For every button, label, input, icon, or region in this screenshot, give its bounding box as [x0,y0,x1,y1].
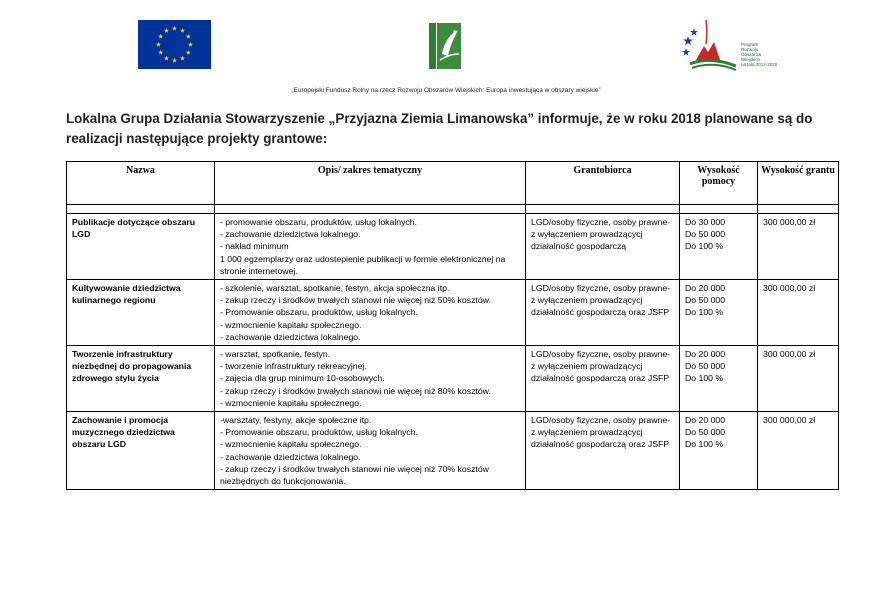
project-beneficiary: LGD/osoby fizyczne, osoby prawne- z wyłączeniem prowadzącycj działalność gospodarczą [526,214,680,280]
aid-line: Do 20 000 [685,349,726,360]
description-line: - warsztat, spotkanie, festyn. [220,349,331,360]
description-line: - zakup rzeczy i środków trwałych stanowi nie więcej niż 80% kosztów. [220,385,491,396]
header-name: Nazwa [67,162,215,205]
description-line: - wzmocnienie kapitału społecznego. [220,439,362,450]
spacer-cell [67,205,215,214]
prow-text-line: Program [741,42,759,47]
project-description [215,412,526,490]
description-line: - Promowanie obszaru, produktów, usług lokalnych. [220,427,418,438]
project-aid [680,412,758,490]
project-aid [680,214,758,280]
description-line: 1 000 egzemplarzy oraz udostepienie publikacji w formie elektronicznej na stronie internetowej. [220,253,506,276]
project-description [215,214,526,280]
grant-projects-table [66,161,839,490]
logo-bar [0,18,892,78]
page-headline: Lokalna Grupa Działania Stowarzyszenie „Przyjazna Ziemia Limanowska” informuje, że w roku 2018 planowane są do realizacji następujące projekty grantowe: [66,111,813,146]
aid-line: Do 100 % [685,373,724,384]
eu-fund-caption: „Europejski Fundusz Rolny na rzecz Rozwoju Obszarów Wiejskich: Europa inwestująca w obszary wiejskie” [291,87,601,94]
spacer-cell [680,205,758,214]
project-grant: 300 000,00 zł [758,412,839,490]
header-grant-amount: Wysokość grantu [758,162,839,205]
prow-text-line: Obszarów [741,52,762,57]
description-line: - wzmocnienie kapitału społecznego. [220,319,362,330]
project-name: Publikacje dotyczące obszaru LGD [67,214,215,280]
leader-logo [428,20,462,72]
aid-line: Do 20 000 [685,415,726,426]
prow-text-line: Rozwoju [741,47,759,52]
prow-text-line: Wiejskich [741,57,761,62]
project-grant: 300 000,00 zł [758,214,839,280]
table-row [67,346,839,412]
eu-star-icon [188,42,193,47]
prow-logo-text [741,42,777,67]
eu-star-icon [172,26,177,31]
eu-star-icon [186,34,191,39]
project-aid [680,346,758,412]
header-aid-level: Wysokość pomocy [680,162,758,205]
description-line: - zajęcia dla grup minimum 10-osobowych. [220,373,385,384]
description-line: - zachowanie dziedzictwa lokalnego. [220,331,361,342]
project-beneficiary: LGD/osoby fizyczne, osoby prawne- z wyłączeniem prowadzącycj działalność gospodarczą oraz JSFP [526,412,680,490]
eu-star-icon [156,42,161,47]
description-line: - szkolenie, warsztat, spotkanie, festyn, akcja społeczna itp. [220,283,450,294]
aid-line: Do 50 000 [685,295,726,306]
description-line: - zakup rzeczy i środków trwałych stanowi nie więcej niż 50% kosztów. [220,295,491,306]
prow-text-line: na lata 2014-2020 [741,62,778,67]
project-name: Kultywowanie dziedzictwa kulinarnego regionu [67,280,215,346]
description-line: - zakup rzeczy i środków trwałych stanowi nie więcej niż 70% kosztów niezbędnych do funkcjonowania. [220,463,489,487]
description-line: - zachowanie dziedzictwa lokalnego. [220,451,361,462]
eu-flag-icon [138,20,211,69]
description-line: -warsztaty, festyny, akcje społeczne itp. [220,415,372,426]
eu-star-icon [180,56,185,61]
eu-star-icon [158,50,163,55]
project-grant: 300 000,00 zł [758,280,839,346]
description-line: - Promowanie obszaru, produktów, usług lokalnych. [220,307,418,318]
aid-line: Do 50 000 [685,361,726,372]
project-grant: 300 000,00 zł [758,346,839,412]
eu-star-icon [180,28,185,33]
project-name: Zachowanie i promocja muzycznego dziedzictwa obszaru LGD [67,412,215,490]
description-line: - promowanie obszaru, produktów, usług lokalnych. [220,217,418,227]
project-description [215,280,526,346]
table-row [67,214,839,280]
aid-line: Do 100 % [685,439,724,450]
spacer-cell [758,205,839,214]
spacer-cell [526,205,680,214]
eu-star-icon [186,50,191,55]
table-row [67,412,839,490]
project-name: Tworzenie infrastruktury niezbędnej do propagowania zdrowego stylu życia [67,346,215,412]
aid-line: Do 30 000 [685,217,726,227]
eu-star-icon [172,58,177,63]
aid-line: Do 100 % [685,241,724,252]
project-aid [680,280,758,346]
aid-line: Do 20 000 [685,283,726,294]
eu-star-icon [164,28,169,33]
eu-star-icon [164,56,169,61]
table-header-row [67,162,839,205]
aid-line: Do 50 000 [685,427,726,438]
table-spacer-row [67,205,839,214]
description-line: - tworzenie infrastruktury rekreacyjnej. [220,361,367,372]
project-beneficiary: LGD/osoby fizyczne, osoby prawne- z wyłączeniem prowadzącycj działalność gospodarczą oraz JSFP [526,346,680,412]
table-row [67,280,839,346]
aid-line: Do 100 % [685,307,724,318]
description-line: - nakład minimum [220,241,289,252]
description-line: - wzmocnienie kapitału społecznego. [220,397,362,408]
description-line: - zachowanie dziedzictwa lokalnego. [220,229,361,240]
project-beneficiary: LGD/osoby fizyczne, osoby prawne- z wyłączeniem prowadzącycj działalność gospodarczą oraz JSFP [526,280,680,346]
aid-line: Do 50 000 [685,229,726,240]
eu-star-icon [158,34,163,39]
header-beneficiary: Grantobiorca [526,162,680,205]
spacer-cell [215,205,526,214]
project-description [215,346,526,412]
header-description: Opis/ zakres tematyczny [215,162,526,205]
